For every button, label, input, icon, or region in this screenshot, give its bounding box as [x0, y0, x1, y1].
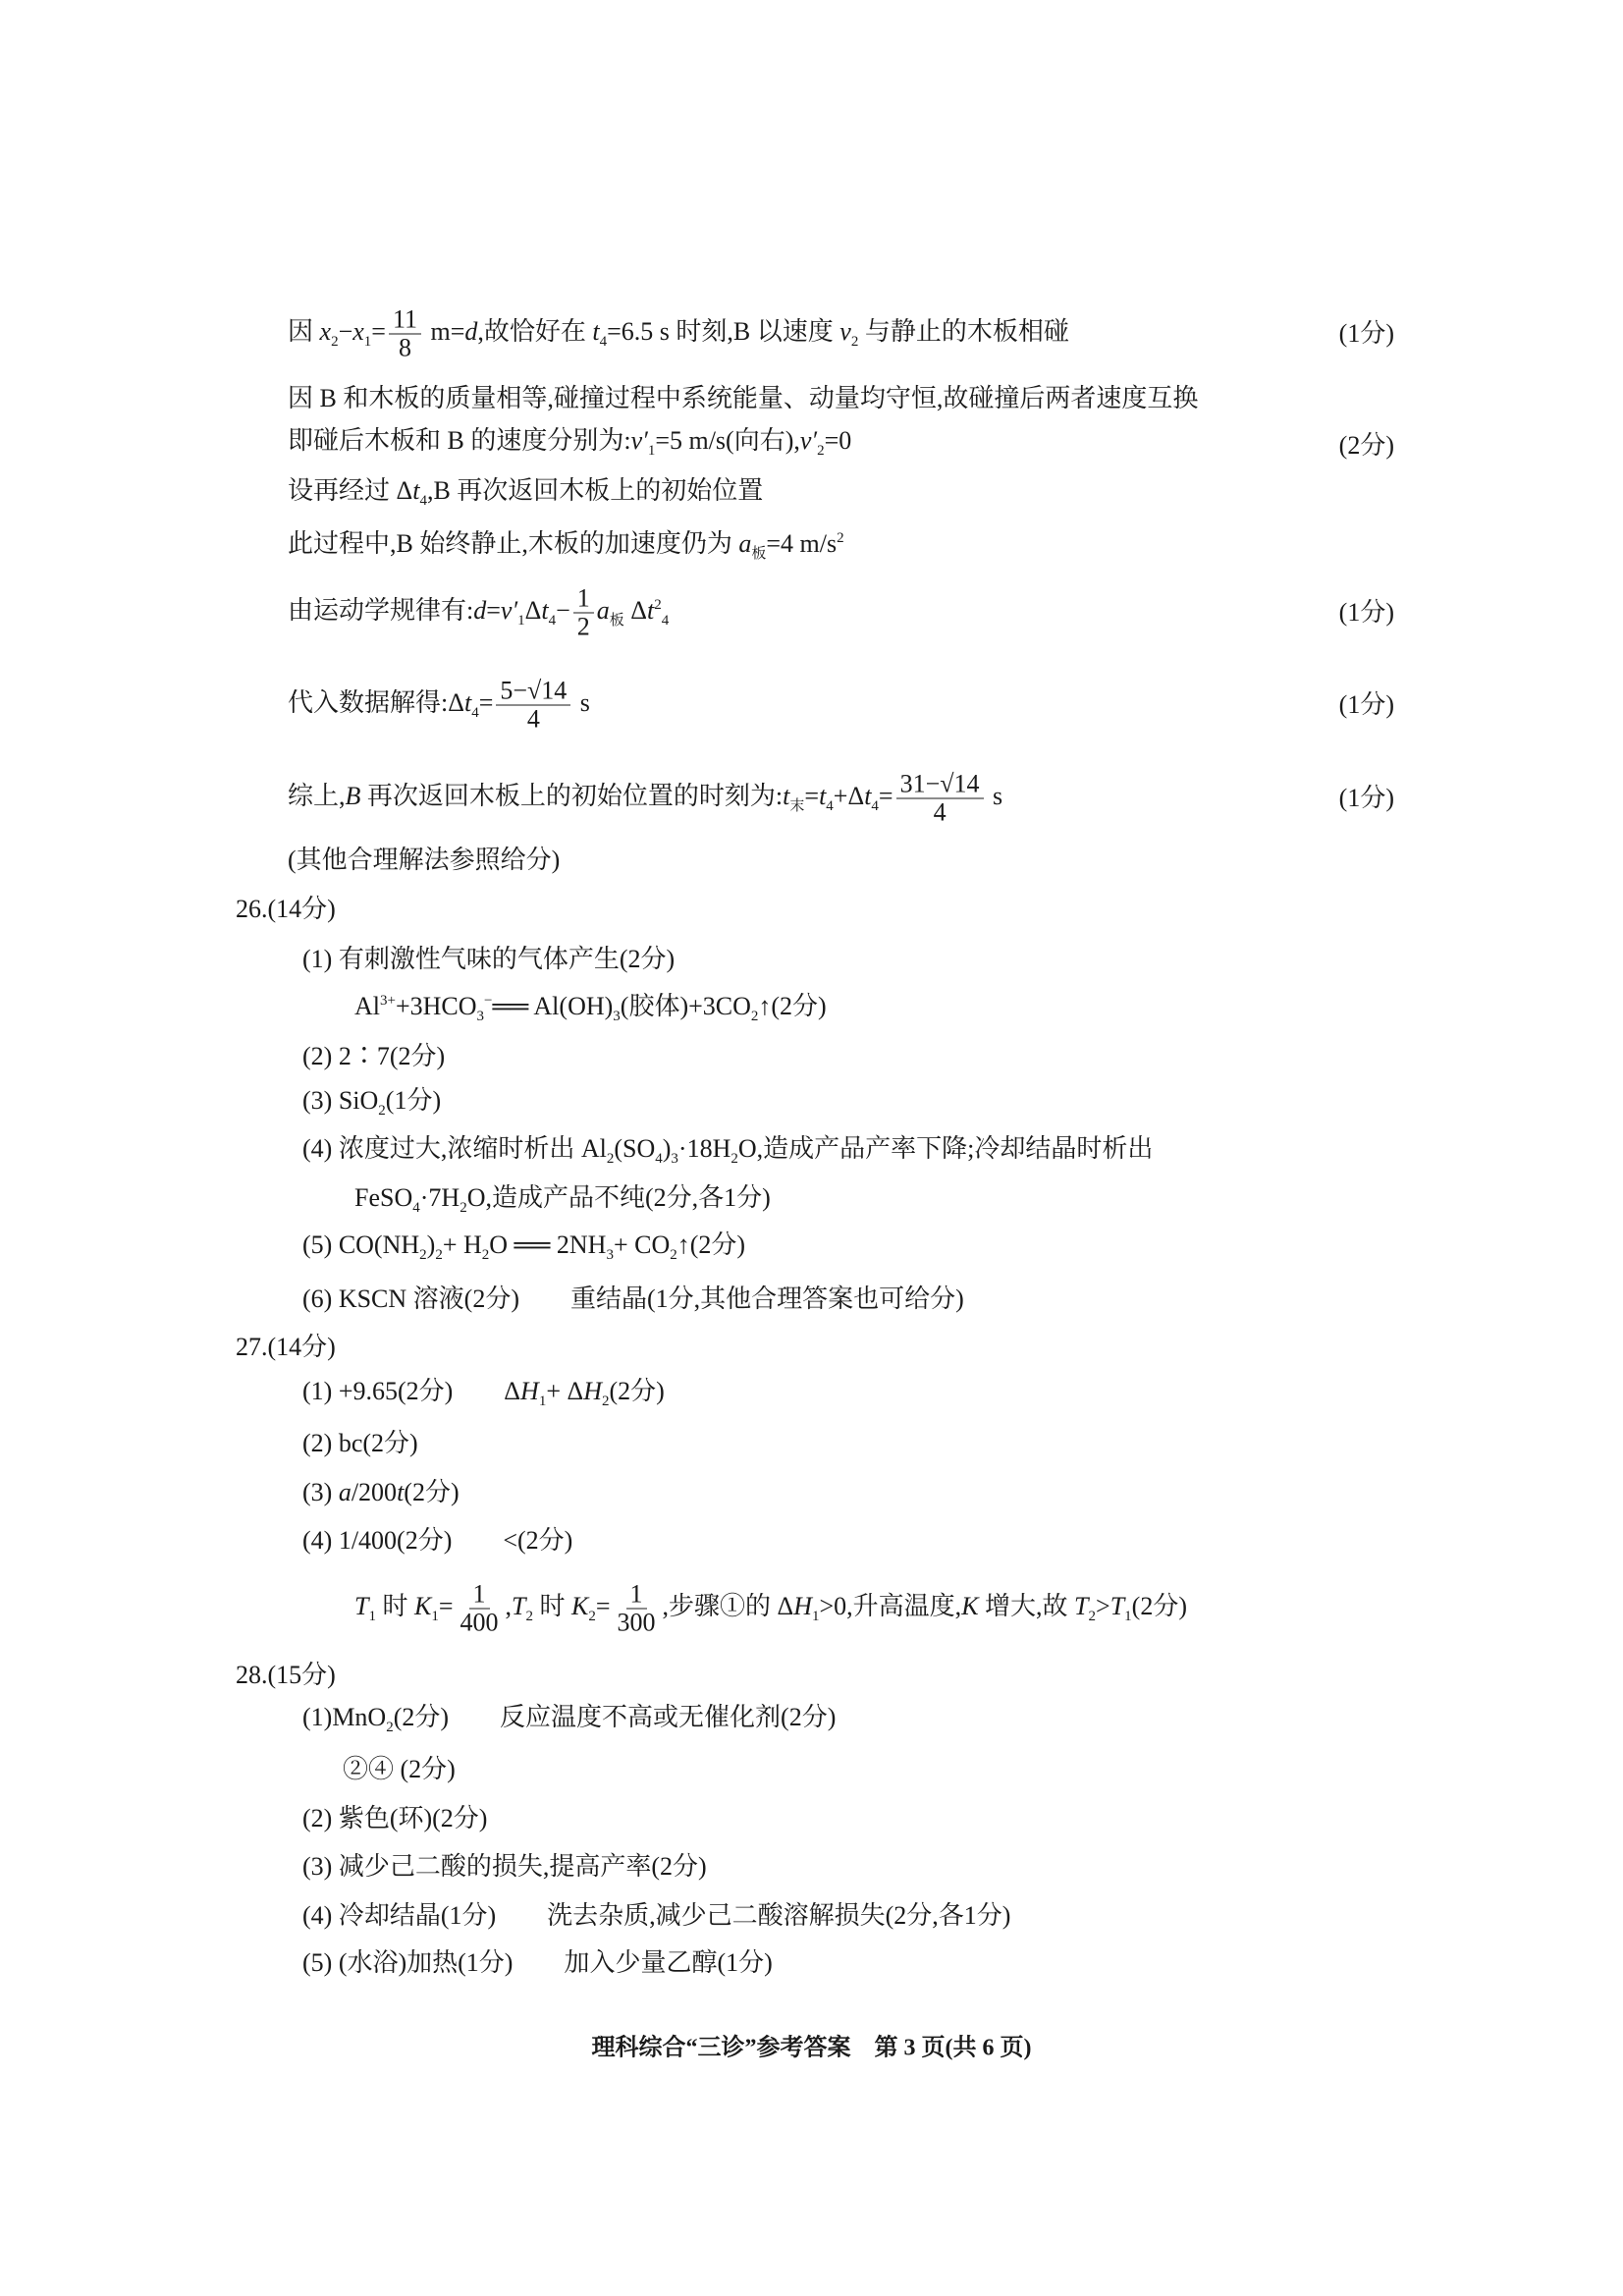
subscript: 3 [606, 1247, 614, 1263]
subscript: 2 [750, 1009, 759, 1024]
answer-line [288, 585, 669, 641]
text-segment: > [1096, 1591, 1110, 1620]
math-variable: T [512, 1591, 526, 1620]
text-segment: ,B 再次返回木板上的初始位置 [426, 476, 764, 505]
text-segment: ↑(2分) [676, 1230, 746, 1259]
text-segment: (1) 有刺激性气味的气体产生(2分) [302, 945, 676, 973]
answer-line [302, 1086, 441, 1125]
score-label: (2分) [1338, 431, 1394, 460]
answer-line [288, 384, 1198, 413]
answer-line [236, 1661, 336, 1690]
text-segment: = [371, 316, 386, 346]
text-segment: 即碰后木板和 B 的速度分别为: [288, 426, 631, 455]
answer-line [302, 1852, 707, 1882]
math-variable: K [961, 1591, 979, 1620]
text-segment: (6) KSCN 溶液(2分) 重结晶(1分,其他合理答案也可给分) [302, 1285, 964, 1313]
subscript: 末 [789, 797, 805, 814]
text-segment: 26.(14分) [236, 895, 336, 923]
math-variable: x [319, 316, 332, 346]
text-segment: (4) 1/400(2分) <(2分) [302, 1526, 573, 1555]
text-segment: + Δ [546, 1377, 584, 1405]
math-variable: d [473, 595, 487, 625]
subscript: 2 [730, 1151, 738, 1167]
text-segment: (SO [614, 1134, 656, 1163]
subscript: 3 [476, 1009, 485, 1024]
text-segment: ,步骤①的 Δ [662, 1591, 794, 1620]
subscript: 4 [826, 797, 834, 814]
text-segment: O,造成产品产率下降;冷却结晶时析出 [737, 1134, 1154, 1163]
subscript: 2 [386, 1720, 394, 1735]
subscript: 4 [419, 493, 427, 509]
answer-line [354, 986, 827, 1031]
text-segment: = [595, 1591, 611, 1620]
answer-line [288, 426, 851, 465]
text-segment: Δ [524, 595, 542, 625]
fraction-numerator: 1 [573, 585, 594, 614]
answer-line [302, 945, 675, 974]
math-variable: a [596, 595, 610, 625]
math-variable: H [793, 1591, 813, 1620]
answer-line [302, 1377, 665, 1416]
math-variable: H [583, 1377, 602, 1405]
subscript: 1 [647, 443, 656, 459]
fraction [496, 678, 570, 734]
answer-line [302, 1285, 964, 1314]
subscript: 1 [812, 1608, 820, 1624]
text-segment: (2分) 反应温度不高或无催化剂(2分) [393, 1703, 837, 1731]
page-footer: 理科综合“三诊”参考答案 第 3 页(共 6 页) [591, 2035, 1032, 2061]
text-segment: ·18H [677, 1134, 731, 1163]
score-label: (1分) [1338, 784, 1394, 812]
subscript: 2 [817, 443, 825, 459]
answer-line [288, 846, 560, 875]
text-segment: 与静止的木板相碰 [858, 316, 1069, 346]
text-segment: >0,升高温度, [819, 1591, 962, 1620]
subscript: 2 [525, 1608, 533, 1624]
answer-line [302, 1230, 745, 1270]
answer-line [302, 1804, 487, 1833]
math-variable: t [819, 781, 827, 810]
math-variable: T [354, 1591, 369, 1620]
text-segment: Al [354, 992, 380, 1020]
subscript: 2 [460, 1200, 467, 1216]
subscript: 3 [613, 1009, 621, 1024]
subscript: 2 [670, 1247, 677, 1263]
math-variable: t [412, 476, 420, 505]
text-segment: ══ Al(OH) [492, 992, 614, 1020]
fraction [389, 306, 421, 362]
math-variable: v [839, 316, 851, 346]
fraction [614, 1581, 660, 1637]
math-variable: x [352, 316, 364, 346]
math-variable: a [338, 1478, 352, 1506]
subscript: 2 [331, 333, 339, 350]
math-variable: t [463, 687, 472, 717]
fraction-denominator: 4 [526, 704, 540, 734]
math-variable: t [783, 781, 790, 810]
text-segment: (3) [302, 1478, 339, 1506]
math-variable: a [738, 529, 752, 558]
subscript: 2 [378, 1103, 386, 1119]
math-variable: T [1109, 1591, 1125, 1620]
math-variable: v′ [799, 426, 818, 455]
text-segment: =6.5 s 时刻,B 以速度 [607, 316, 840, 346]
subscript: 2 [850, 333, 859, 350]
answer-line [236, 1333, 336, 1362]
text-segment: 因 B 和木板的质量相等,碰撞过程中系统能量、动量均守恒,故碰撞后两者速度互换 [288, 384, 1199, 412]
text-segment: (4) 浓度过大,浓缩时析出 Al [302, 1134, 607, 1163]
text-segment: /200 [351, 1478, 398, 1506]
answer-line [302, 1526, 572, 1556]
text-segment: (其他合理解法参照给分) [288, 846, 561, 874]
text-segment: , [505, 1591, 512, 1620]
text-segment: (2) bc(2分) [302, 1429, 418, 1457]
text-segment: 设再经过 Δ [288, 476, 413, 505]
fraction-denominator: 400 [460, 1608, 499, 1637]
subscript: 4 [471, 704, 479, 721]
fraction-denominator: 8 [398, 333, 411, 362]
fraction-denominator: 4 [933, 797, 947, 827]
text-segment: 时 [375, 1591, 414, 1620]
text-segment: (胶体)+3CO [620, 992, 751, 1020]
math-variable: T [1074, 1591, 1089, 1620]
subscript: 1 [368, 1608, 376, 1624]
math-variable: t [647, 595, 655, 625]
superscript: − [484, 993, 493, 1009]
text-segment: ·7H [419, 1183, 460, 1212]
superscript: 2 [837, 530, 844, 546]
score-label: (1分) [1338, 319, 1394, 348]
math-variable: t [592, 316, 600, 346]
answer-line [302, 1429, 418, 1458]
text-segment: − [338, 316, 353, 346]
fraction-denominator: 2 [576, 612, 590, 641]
subscript: 2 [1088, 1608, 1097, 1624]
text-segment: O,造成产品不纯(2分,各1分) [466, 1183, 771, 1212]
text-segment: 再次返回木板上的初始位置的时刻为: [360, 781, 784, 810]
text-segment: (2分) [1131, 1591, 1187, 1620]
subscript: 4 [655, 1151, 663, 1167]
text-segment: 综上, [288, 781, 346, 810]
answer-line [236, 895, 336, 924]
text-segment: Δ [623, 595, 648, 625]
text-segment: ) [426, 1230, 436, 1259]
math-variable: B [345, 781, 361, 810]
answer-line [302, 1134, 1153, 1174]
text-segment: 增大,故 [978, 1591, 1075, 1620]
answer-line [302, 1703, 836, 1742]
text-segment: +Δ [833, 781, 865, 810]
answer-line [288, 306, 1069, 362]
text-segment: = [878, 781, 893, 810]
subscript: 1 [517, 612, 525, 629]
text-segment: = [438, 1591, 454, 1620]
answer-line [302, 1901, 1010, 1931]
fraction-numerator: 1 [469, 1581, 490, 1610]
fraction [457, 1581, 503, 1637]
text-segment: =0 [824, 426, 852, 455]
answer-line [288, 523, 844, 569]
text-segment: s [573, 687, 590, 717]
subscript: 2 [588, 1608, 596, 1624]
subscript: 1 [363, 333, 372, 350]
text-segment: (5) CO(NH [302, 1230, 420, 1259]
answer-line [343, 1755, 456, 1784]
math-variable: H [520, 1377, 539, 1405]
subscript: 2 [601, 1394, 610, 1409]
text-segment: ,故恰好在 [477, 316, 593, 346]
subscript: 2 [481, 1247, 490, 1263]
text-segment: m= [424, 316, 465, 346]
text-segment: (4) 冷却结晶(1分) 洗去杂质,减少己二酸溶解损失(2分,各1分) [302, 1901, 1011, 1930]
text-segment: (1)MnO [302, 1703, 387, 1731]
fraction-numerator: 1 [626, 1581, 647, 1610]
fraction [573, 585, 594, 641]
math-variable: K [413, 1591, 432, 1620]
answer-line [354, 1183, 771, 1223]
text-segment: (2) 紫色(环)(2分) [302, 1804, 488, 1832]
text-segment: (2分) [404, 1478, 460, 1506]
subscript: 板 [609, 612, 624, 629]
text-segment: = [804, 781, 820, 810]
math-variable: v′ [630, 426, 648, 455]
text-segment: 代入数据解得:Δ [288, 687, 464, 717]
subscript: 1 [431, 1608, 439, 1624]
answer-line [354, 1581, 1187, 1637]
answer-line [288, 678, 590, 734]
text-segment: 时 [532, 1591, 571, 1620]
text-segment: (5) (水浴)加热(1分) 加入少量乙醇(1分) [302, 1948, 773, 1977]
text-segment: + H [442, 1230, 482, 1259]
subscript: 2 [435, 1247, 443, 1263]
subscript: 板 [751, 546, 767, 562]
text-segment: (1分) [385, 1086, 442, 1115]
superscript: 2 [654, 596, 662, 613]
fraction-numerator: 5−√14 [496, 678, 570, 706]
text-segment: (2) 2∶7(2分) [302, 1042, 446, 1070]
text-segment: 因 [288, 316, 320, 346]
fraction-denominator: 300 [617, 1608, 656, 1637]
subscript: 4 [871, 797, 879, 814]
text-segment: 28.(15分) [236, 1661, 336, 1689]
text-segment: =5 m/s(向右), [655, 426, 800, 455]
text-segment: O ══ 2NH [489, 1230, 607, 1259]
text-segment: ) [662, 1134, 672, 1163]
subscript: 2 [419, 1247, 427, 1263]
fraction-numerator: 31−√14 [896, 771, 984, 799]
subscript: 4 [412, 1200, 420, 1216]
math-variable: t [541, 595, 549, 625]
text-segment: (3) 减少己二酸的损失,提高产率(2分) [302, 1852, 707, 1881]
math-variable: v′ [500, 595, 518, 625]
math-variable: d [464, 316, 478, 346]
text-segment: 由运动学规律有: [288, 595, 474, 625]
score-label: (1分) [1338, 690, 1394, 719]
text-segment: 此过程中,B 始终静止,木板的加速度仍为 [288, 529, 739, 558]
text-segment: 27.(14分) [236, 1333, 336, 1361]
answer-line [302, 1478, 460, 1507]
score-label: (1分) [1338, 598, 1394, 627]
fraction [896, 771, 984, 827]
text-segment: (1) +9.65(2分) Δ [302, 1377, 521, 1405]
text-segment: = [478, 687, 494, 717]
subscript: 4 [548, 612, 557, 629]
answer-line [302, 1948, 773, 1978]
subscript: 2 [606, 1151, 615, 1167]
text-segment: − [556, 595, 570, 625]
subscript: 4 [599, 333, 608, 350]
superscript: 3+ [380, 993, 396, 1009]
text-segment: s [986, 781, 1003, 810]
text-segment: + CO [613, 1230, 671, 1259]
subscript: 1 [1124, 1608, 1132, 1624]
answer-line [302, 1042, 445, 1071]
text-segment: = [486, 595, 501, 625]
text-segment: FeSO [354, 1183, 413, 1212]
text-segment: (3) SiO [302, 1086, 379, 1115]
text-segment: (2分) [609, 1377, 665, 1405]
text-segment: ②④ (2分) [343, 1755, 456, 1783]
text-segment: +3HCO [395, 992, 477, 1020]
subscript: 4 [661, 612, 670, 629]
subscript: 1 [538, 1394, 547, 1409]
math-variable: t [864, 781, 872, 810]
math-variable: t [397, 1478, 405, 1506]
subscript: 3 [671, 1151, 678, 1167]
fraction-numerator: 11 [389, 306, 421, 335]
text-segment: ↑(2分) [758, 992, 827, 1020]
text-segment: =4 m/s [766, 529, 838, 558]
answer-line [288, 771, 1002, 827]
answer-line [288, 476, 763, 516]
math-variable: K [570, 1591, 589, 1620]
